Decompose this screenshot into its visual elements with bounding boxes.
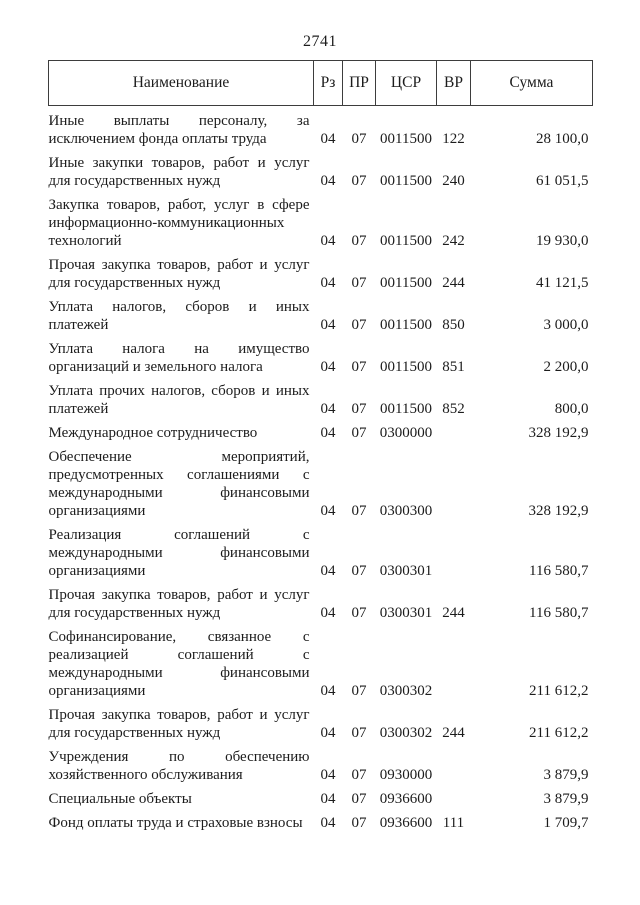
cell-name: Прочая закупка товаров, работ и услуг для государственных нужд [48, 707, 310, 741]
cell-rz: 04 [320, 605, 336, 621]
column-header-name: Наименование [49, 61, 314, 106]
cell-rz: 04 [320, 401, 336, 417]
cell-name: Специальные объекты [48, 791, 192, 807]
column-header-pr: ПР [343, 61, 376, 106]
table-row [49, 190, 593, 250]
table-row [49, 622, 593, 700]
cell-csr: 0300000 [379, 425, 433, 441]
cell-pr: 07 [351, 173, 367, 189]
budget-table [48, 60, 593, 832]
cell-rz: 04 [320, 503, 336, 519]
cell-pr: 07 [351, 563, 367, 579]
cell-sum: 61 051,5 [536, 173, 589, 189]
cell-sum: 1 709,7 [543, 815, 589, 831]
cell-rz: 04 [320, 131, 336, 147]
cell-name: Софинансирование, связанное с реализацией соглашений с международными финансовыми организациями [48, 629, 310, 699]
cell-vr: 851 [442, 359, 465, 375]
table-row [49, 148, 593, 190]
cell-pr: 07 [351, 815, 367, 831]
cell-csr: 0300302 [379, 683, 433, 699]
cell-name: Прочая закупка товаров, работ и услуг для государственных нужд [48, 257, 310, 291]
cell-csr: 0930000 [379, 767, 433, 783]
cell-csr: 0011500 [380, 233, 432, 249]
cell-rz: 04 [320, 563, 336, 579]
table-row [49, 292, 593, 334]
cell-sum: 28 100,0 [536, 131, 589, 147]
cell-csr: 0300300 [379, 503, 433, 519]
cell-sum: 800,0 [554, 401, 589, 417]
cell-pr: 07 [351, 425, 367, 441]
column-header-rz: Рз [314, 61, 343, 106]
cell-vr [437, 622, 471, 700]
page-number: 2741 [303, 33, 337, 50]
cell-rz: 04 [320, 359, 336, 375]
cell-vr [437, 784, 471, 808]
table-row [49, 418, 593, 442]
cell-csr: 0011500 [380, 317, 432, 333]
cell-vr: 240 [442, 173, 465, 189]
table-row [49, 742, 593, 784]
cell-rz: 04 [320, 173, 336, 189]
cell-vr: 244 [442, 605, 465, 621]
cell-sum: 116 580,7 [529, 605, 589, 621]
cell-pr: 07 [351, 317, 367, 333]
cell-vr: 244 [442, 725, 465, 741]
cell-pr: 07 [351, 767, 367, 783]
cell-name: Международное сотрудничество [48, 425, 258, 441]
cell-vr: 122 [442, 131, 465, 147]
cell-rz: 04 [320, 233, 336, 249]
cell-pr: 07 [351, 275, 367, 291]
column-header-csr: ЦСР [376, 61, 437, 106]
cell-rz: 04 [320, 767, 336, 783]
cell-vr: 111 [442, 815, 465, 831]
cell-pr: 07 [351, 401, 367, 417]
cell-sum: 211 612,2 [529, 683, 589, 699]
cell-name: Обеспечение мероприятий, предусмотренных соглашениями с международными финансовыми организациями [48, 449, 310, 519]
table-row [49, 784, 593, 808]
table-row [49, 520, 593, 580]
table-row [49, 106, 593, 149]
cell-pr: 07 [351, 605, 367, 621]
cell-pr: 07 [351, 725, 367, 741]
cell-vr [437, 418, 471, 442]
cell-name: Учреждения по обеспечению хозяйственного обслуживания [48, 749, 310, 783]
cell-name: Уплата прочих налогов, сборов и иных платежей [48, 383, 310, 417]
column-header-sum: Сумма [471, 61, 593, 106]
table-row [49, 580, 593, 622]
cell-csr: 0011500 [380, 275, 432, 291]
table-row [49, 334, 593, 376]
cell-name: Уплата налога на имущество организаций и земельного налога [48, 341, 310, 375]
cell-rz: 04 [320, 425, 336, 441]
cell-sum: 116 580,7 [529, 563, 589, 579]
column-header-vr: ВР [437, 61, 471, 106]
cell-sum: 328 192,9 [528, 503, 589, 519]
cell-vr [437, 742, 471, 784]
cell-sum: 3 879,9 [543, 791, 589, 807]
cell-sum: 3 879,9 [543, 767, 589, 783]
cell-csr: 0011500 [380, 359, 432, 375]
cell-rz: 04 [320, 275, 336, 291]
cell-pr: 07 [351, 359, 367, 375]
cell-csr: 0300301 [379, 605, 433, 621]
cell-csr: 0936600 [379, 815, 433, 831]
cell-name: Иные выплаты персоналу, за исключением фонда оплаты труда [48, 113, 310, 147]
table-row [49, 700, 593, 742]
cell-name: Закупка товаров, работ, услуг в сфере информационно-коммуникационных технологий [48, 197, 310, 249]
cell-vr: 244 [442, 275, 465, 291]
table-row [49, 250, 593, 292]
cell-rz: 04 [320, 683, 336, 699]
cell-name: Фонд оплаты труда и страховые взносы [48, 815, 303, 831]
cell-pr: 07 [351, 503, 367, 519]
table-body [49, 106, 593, 833]
cell-csr: 0300302 [379, 725, 433, 741]
cell-pr: 07 [351, 791, 367, 807]
cell-sum: 328 192,9 [528, 425, 589, 441]
cell-name: Иные закупки товаров, работ и услуг для государственных нужд [48, 155, 310, 189]
cell-rz: 04 [320, 791, 336, 807]
table-header [49, 61, 593, 106]
cell-pr: 07 [351, 683, 367, 699]
cell-sum: 3 000,0 [543, 317, 589, 333]
cell-csr: 0300301 [379, 563, 433, 579]
cell-csr: 0011500 [380, 173, 432, 189]
cell-csr: 0011500 [380, 401, 432, 417]
table-header-row [49, 61, 593, 106]
cell-rz: 04 [320, 815, 336, 831]
cell-vr: 242 [442, 233, 465, 249]
table-row [49, 442, 593, 520]
cell-csr: 0011500 [380, 131, 432, 147]
cell-vr [437, 520, 471, 580]
cell-pr: 07 [351, 233, 367, 249]
cell-rz: 04 [320, 317, 336, 333]
cell-sum: 2 200,0 [543, 359, 589, 375]
table-row [49, 376, 593, 418]
cell-name: Уплата налогов, сборов и иных платежей [48, 299, 310, 333]
cell-sum: 19 930,0 [536, 233, 589, 249]
cell-pr: 07 [351, 131, 367, 147]
cell-name: Реализация соглашений с международными финансовыми организациями [48, 527, 310, 579]
cell-vr: 852 [442, 401, 465, 417]
cell-rz: 04 [320, 725, 336, 741]
cell-vr [437, 442, 471, 520]
cell-sum: 211 612,2 [529, 725, 589, 741]
cell-csr: 0936600 [379, 791, 433, 807]
cell-sum: 41 121,5 [536, 275, 589, 291]
cell-vr: 850 [442, 317, 465, 333]
cell-name: Прочая закупка товаров, работ и услуг для государственных нужд [48, 587, 310, 621]
table-row [49, 808, 593, 832]
